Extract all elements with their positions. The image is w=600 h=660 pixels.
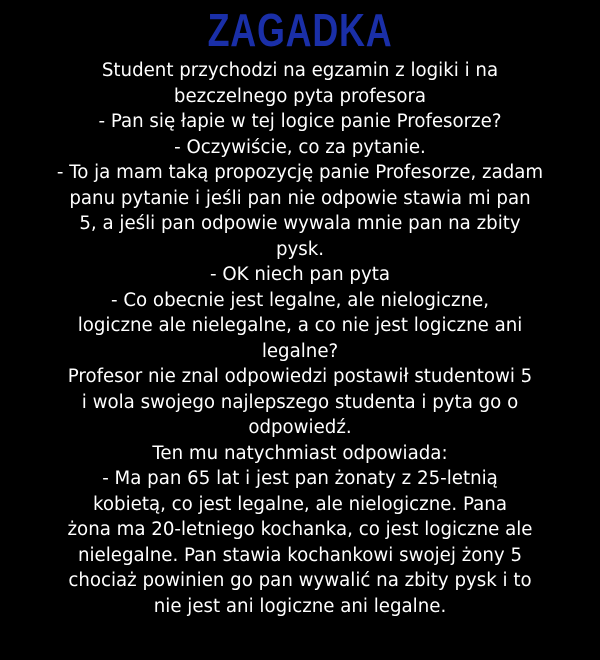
riddle-title: ZAGADKA: [207, 4, 393, 56]
text-line: legalne?: [261, 340, 339, 362]
text-line: panu pytanie i jeśli pan nie odpowie stawia mi pan: [69, 187, 531, 209]
text-line: nie jest ani logiczne ani legalne.: [153, 595, 447, 617]
text-line: logiczne ale nielegalne, a co nie jest logiczne ani: [77, 315, 523, 336]
riddle-text: [0, 58, 600, 619]
text-line: - OK niech pan pyta: [209, 264, 391, 285]
text-line: Profesor nie znal odpowiedzi postawił studentowi 5: [67, 366, 533, 387]
text-line: i wola swojego najlepszego studenta i pyta go o: [81, 391, 519, 413]
text-line: 5, a jeśli pan odpowie wywala mnie pan na zbity: [79, 213, 521, 234]
text-line: Student przychodzi na egzamin z logiki i na: [101, 60, 499, 81]
text-line: - To ja mam taką propozycję panie Profesorze, zadam: [56, 162, 544, 183]
text-line: - Ma pan 65 lat i jest pan żonaty z 25-letnią: [102, 468, 498, 489]
text-line: pysk.: [275, 238, 325, 260]
text-line: kobietą, co jest legalne, ale nielogiczne. Pana: [93, 493, 507, 515]
text-line: odpowiedź.: [248, 417, 352, 438]
text-line: - Co obecnie jest legalne, ale nielogiczne,: [110, 289, 490, 311]
text-line: - Oczywiście, co za pytanie.: [174, 136, 426, 158]
text-line: Ten mu natychmiast odpowiada:: [152, 442, 448, 464]
text-line: chociaż powinien go pan wywalić na zbity pysk i to: [68, 570, 532, 591]
text-line: żona ma 20-letniego kochanka, co jest logiczne ale: [67, 519, 533, 540]
text-line: bezczelnego pyta profesora: [173, 85, 427, 107]
text-line: - Pan się łapie w tej logice panie Profesorze?: [98, 111, 502, 132]
text-line: nielegalne. Pan stawia kochankowi swojej żony 5: [77, 544, 523, 566]
